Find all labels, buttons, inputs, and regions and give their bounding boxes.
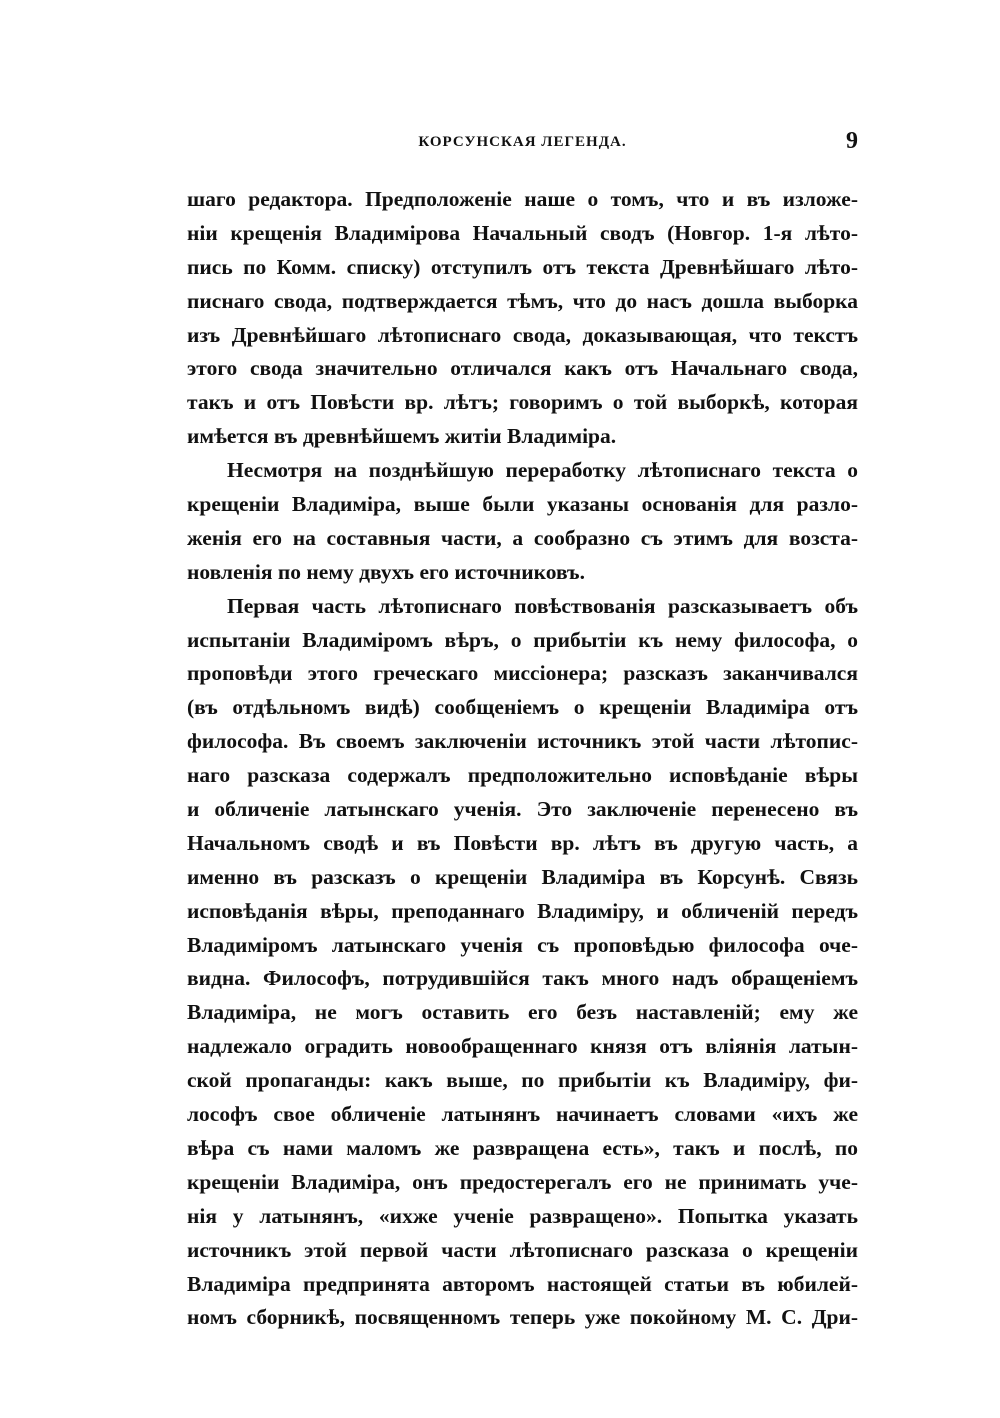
text-line: ской пропаганды: какъ выше, по прибытіи къ Владиміру, фи- (187, 1068, 858, 1093)
text-line: надлежало оградить новообращеннаго князя отъ вліянія латын- (187, 1034, 858, 1059)
text-line: (въ отдѣльномъ видѣ) сообщеніемъ о крещеніи Владиміра отъ (187, 695, 858, 720)
text-line: Владиміра предпринята авторомъ настоящей статьи въ юбилей- (187, 1271, 858, 1296)
page-number: 9 (846, 128, 858, 154)
text-line: Начальномъ сводѣ и въ Повѣсти вр. лѣтъ въ другую часть, а (187, 830, 858, 855)
text-line: такъ и отъ Повѣсти вр. лѣтъ; говоримъ о той выборкѣ, которая (187, 390, 858, 415)
text-line: и обличеніе латынскаго ученія. Это заключеніе перенесено въ (187, 797, 858, 822)
text-line: нія у латынянъ, «ихже ученіе развращено». Попытка указать (187, 1203, 858, 1228)
text-line: видна. Философъ, потрудившійся такъ много надъ обращеніемъ (187, 966, 858, 991)
text-line: философа. Въ своемъ заключеніи источникъ этой части лѣтопис- (187, 729, 858, 754)
text-line: вѣра съ нами маломъ же развращена есть», такъ и послѣ, по (187, 1135, 858, 1160)
text-line: крещеніи Владиміра, онъ предостерегалъ его не принимать уче- (187, 1169, 858, 1194)
running-head-title: КОРСУНСКАЯ ЛЕГЕНДА. (418, 134, 627, 150)
paragraph (187, 183, 858, 454)
text-line: ніи крещенія Владимірова Начальный сводъ (Новгор. 1-я лѣто- (187, 220, 858, 245)
text-line: крещеніи Владиміра, выше были указаны основанія для разло- (187, 492, 858, 517)
text-line: проповѣди этого греческаго миссіонера; разсказъ заканчивался (187, 661, 858, 686)
text-line: именно въ разсказъ о крещеніи Владиміра въ Корсунѣ. Связь (187, 864, 858, 889)
text-line: женія его на составныя части, а сообразно съ этимъ для возста- (187, 525, 858, 550)
text-line: источникъ этой первой части лѣтописнаго разсказа о крещеніи (187, 1237, 858, 1262)
text-line: лософъ свое обличеніе латынянъ начинаетъ словами «ихъ же (187, 1102, 858, 1127)
text-line: номъ сборникѣ, посвященномъ теперь уже покойному М. С. Дри- (187, 1305, 858, 1330)
text-line: новленія по нему двухъ его источниковъ. (187, 559, 585, 584)
text-line: писнаго свода, подтверждается тѣмъ, что до насъ дошла выборка (187, 288, 858, 313)
text-line: Владиміра, не могъ оставить его безъ наставленій; ему же (187, 1000, 858, 1025)
text-line: шаго редактора. Предположеніе наше о томъ, что и въ изложе- (187, 187, 858, 211)
text-line: этого свода значительно отличался какъ отъ Начальнаго свода, (187, 356, 858, 381)
text-line: Несмотря на позднѣйшую переработку лѣтописнаго текста о (227, 458, 858, 483)
paragraph (187, 454, 858, 590)
text-line: Владиміромъ латынскаго ученія съ проповѣдью философа оче- (187, 932, 858, 957)
running-head (187, 128, 858, 158)
text-line: изъ Древнѣйшаго лѣтописнаго свода, доказывающая, что текстъ (187, 322, 858, 347)
text-line: исповѣданія вѣры, преподаннаго Владиміру, и обличеній передъ (187, 898, 858, 923)
text-line: Первая часть лѣтописнаго повѣствованія разсказываетъ объ (227, 593, 858, 618)
text-line: испытаніи Владиміромъ вѣръ, о прибытіи къ нему философа, о (187, 627, 858, 652)
paragraph (187, 590, 858, 1336)
text-line: пись по Комм. списку) отступилъ отъ текста Древнѣйшаго лѣто- (187, 254, 858, 279)
text-line: имѣется въ древнѣйшемъ житіи Владиміра. (187, 424, 617, 449)
text-line: наго разсказа содержалъ предположительно исповѣданіе вѣры (187, 763, 858, 788)
body-text (187, 183, 858, 1335)
